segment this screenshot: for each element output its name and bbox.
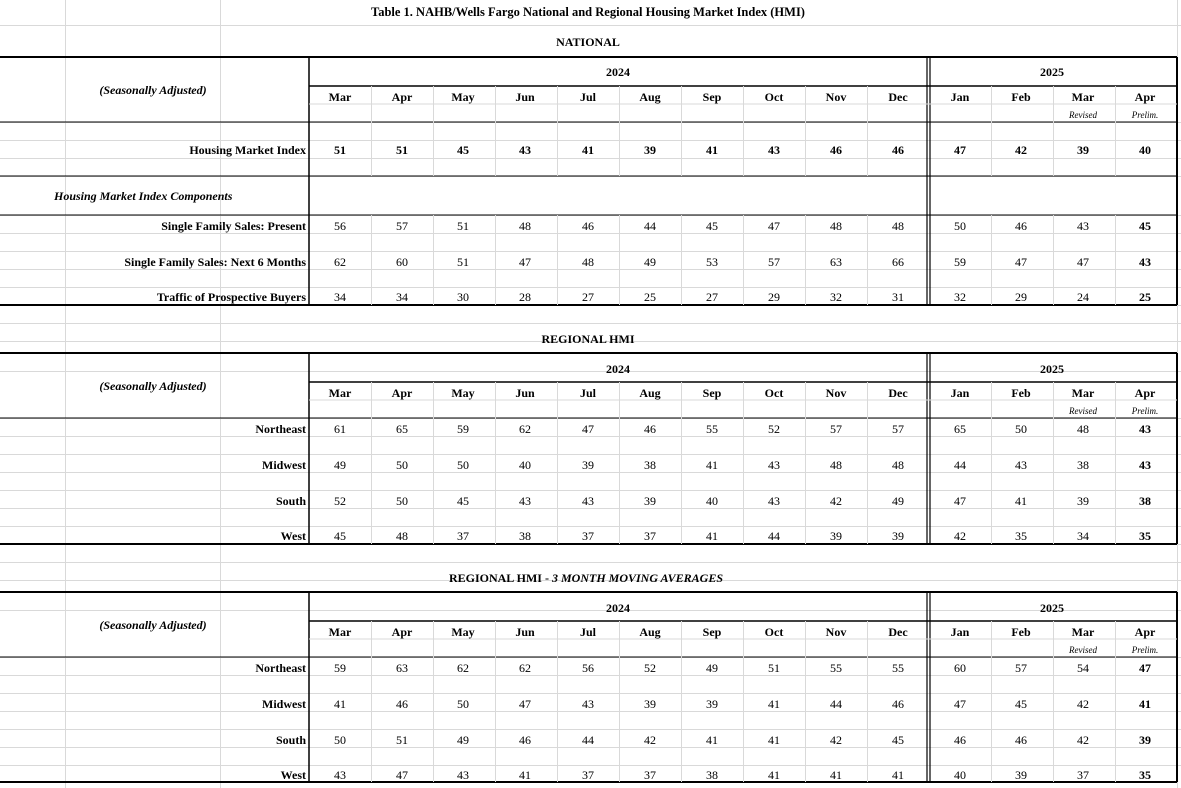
month-header: Apr bbox=[1134, 90, 1156, 104]
table-cell: 46 bbox=[1015, 733, 1027, 747]
table-cell: 46 bbox=[582, 219, 594, 233]
table-cell: 43 bbox=[768, 458, 780, 472]
table-cell: 57 bbox=[1015, 661, 1027, 675]
table-cell: 41 bbox=[768, 733, 780, 747]
table-cell: 31 bbox=[892, 290, 904, 304]
table-cell: 48 bbox=[396, 529, 408, 543]
table-cell: 34 bbox=[396, 290, 408, 304]
table-cell: 44 bbox=[830, 697, 842, 711]
table-cell: 25 bbox=[644, 290, 656, 304]
month-header: Jun bbox=[515, 625, 535, 639]
table-cell: 37 bbox=[1077, 768, 1089, 782]
month-header: Oct bbox=[764, 386, 784, 400]
year-header-2024: 2024 bbox=[606, 601, 630, 615]
table-cell: 62 bbox=[519, 422, 531, 436]
table-cell: 39 bbox=[1077, 143, 1089, 157]
table-cell: 46 bbox=[519, 733, 531, 747]
month-note: Revised bbox=[1069, 406, 1097, 416]
month-header: Dec bbox=[888, 90, 908, 104]
month-header: Aug bbox=[639, 90, 661, 104]
table-cell: 27 bbox=[582, 290, 594, 304]
table-cell: 41 bbox=[830, 768, 842, 782]
month-header: Mar bbox=[1071, 625, 1095, 639]
month-header: Jun bbox=[515, 90, 535, 104]
table-cell: 59 bbox=[457, 422, 469, 436]
table-cell: 47 bbox=[1015, 255, 1027, 269]
table-cell: 51 bbox=[396, 733, 408, 747]
table-cell: 28 bbox=[519, 290, 531, 304]
month-note: Revised bbox=[1069, 645, 1097, 655]
year-header-2025: 2025 bbox=[1040, 601, 1064, 615]
table-cell: 44 bbox=[768, 529, 780, 543]
month-header: Aug bbox=[639, 386, 661, 400]
month-header: Jul bbox=[579, 90, 597, 104]
row-label: Single Family Sales: Next 6 Months bbox=[124, 255, 306, 269]
table-cell: 39 bbox=[1139, 733, 1151, 747]
table-cell: 41 bbox=[1015, 494, 1027, 508]
row-label: Housing Market Index bbox=[189, 143, 306, 157]
table-cell: 39 bbox=[644, 494, 656, 508]
table-cell: 48 bbox=[519, 219, 531, 233]
table-cell: 47 bbox=[1077, 255, 1089, 269]
table-cell: 44 bbox=[954, 458, 966, 472]
table-cell: 39 bbox=[1015, 768, 1027, 782]
table-cell: 44 bbox=[644, 219, 656, 233]
row-label-header: (Seasonally Adjusted) bbox=[99, 618, 207, 632]
table-cell: 41 bbox=[892, 768, 904, 782]
table-cell: 27 bbox=[706, 290, 718, 304]
row-label: Single Family Sales: Present bbox=[161, 219, 306, 233]
table-cell: 46 bbox=[892, 143, 904, 157]
table-cell: 62 bbox=[519, 661, 531, 675]
table-cell: 43 bbox=[519, 494, 531, 508]
table-cell: 37 bbox=[644, 768, 656, 782]
month-note: Prelim. bbox=[1131, 645, 1159, 655]
table-cell: 46 bbox=[644, 422, 656, 436]
row-label: Northeast bbox=[255, 661, 306, 675]
row-label: Traffic of Prospective Buyers bbox=[156, 290, 306, 304]
table-cell: 32 bbox=[954, 290, 966, 304]
table-cell: 60 bbox=[396, 255, 408, 269]
year-header-2024: 2024 bbox=[606, 362, 630, 376]
table-cell: 24 bbox=[1077, 290, 1089, 304]
table-cell: 38 bbox=[1139, 494, 1151, 508]
table-cell: 39 bbox=[644, 697, 656, 711]
table-cell: 63 bbox=[396, 661, 408, 675]
table-cell: 65 bbox=[954, 422, 966, 436]
month-header: Mar bbox=[1071, 90, 1095, 104]
row-label: West bbox=[280, 529, 306, 543]
table-cell: 37 bbox=[582, 529, 594, 543]
table-cell: 61 bbox=[334, 422, 346, 436]
table-cell: 62 bbox=[334, 255, 346, 269]
page-title: Table 1. NAHB/Wells Fargo National and Regional Housing Market Index (HMI) bbox=[371, 5, 805, 19]
month-header: Apr bbox=[391, 386, 413, 400]
month-header: Apr bbox=[391, 625, 413, 639]
month-header: Jan bbox=[950, 625, 970, 639]
month-header: Jan bbox=[950, 386, 970, 400]
table-cell: 43 bbox=[1139, 422, 1151, 436]
table-cell: 62 bbox=[457, 661, 469, 675]
table-cell: 56 bbox=[334, 219, 346, 233]
table-cell: 50 bbox=[334, 733, 346, 747]
table-cell: 42 bbox=[644, 733, 656, 747]
month-header: Dec bbox=[888, 625, 908, 639]
month-header: Jul bbox=[579, 386, 597, 400]
month-header: Oct bbox=[764, 625, 784, 639]
table-cell: 42 bbox=[954, 529, 966, 543]
table-cell: 57 bbox=[396, 219, 408, 233]
table-cell: 41 bbox=[768, 697, 780, 711]
table-cell: 51 bbox=[457, 219, 469, 233]
table-cell: 41 bbox=[706, 529, 718, 543]
month-header: Mar bbox=[1071, 386, 1095, 400]
table-cell: 37 bbox=[457, 529, 469, 543]
table-cell: 41 bbox=[706, 733, 718, 747]
table-cell: 25 bbox=[1139, 290, 1151, 304]
table-cell: 47 bbox=[954, 697, 966, 711]
table-cell: 32 bbox=[830, 290, 842, 304]
table-cell: 46 bbox=[954, 733, 966, 747]
table-cell: 42 bbox=[830, 733, 842, 747]
table-cell: 48 bbox=[830, 219, 842, 233]
table-cell: 50 bbox=[396, 458, 408, 472]
table-cell: 51 bbox=[334, 143, 346, 157]
table-cell: 38 bbox=[644, 458, 656, 472]
table-cell: 45 bbox=[457, 143, 469, 157]
table-cell: 30 bbox=[457, 290, 469, 304]
table-cell: 57 bbox=[830, 422, 842, 436]
table-cell: 42 bbox=[830, 494, 842, 508]
table-cell: 55 bbox=[706, 422, 718, 436]
table-cell: 47 bbox=[582, 422, 594, 436]
table-cell: 45 bbox=[334, 529, 346, 543]
table-cell: 41 bbox=[706, 458, 718, 472]
table-cell: 39 bbox=[1077, 494, 1089, 508]
section-title-prefix: REGIONAL HMI - bbox=[448, 571, 552, 585]
year-header-2025: 2025 bbox=[1040, 65, 1064, 79]
month-note: Prelim. bbox=[1131, 110, 1159, 120]
table-cell: 51 bbox=[768, 661, 780, 675]
table-cell: 38 bbox=[1077, 458, 1089, 472]
table-cell: 60 bbox=[954, 661, 966, 675]
row-label: West bbox=[280, 768, 306, 782]
table-cell: 37 bbox=[644, 529, 656, 543]
table-cell: 55 bbox=[830, 661, 842, 675]
table-cell: 43 bbox=[768, 143, 780, 157]
month-header: Nov bbox=[825, 625, 847, 639]
table-cell: 63 bbox=[830, 255, 842, 269]
table-cell: 48 bbox=[582, 255, 594, 269]
table-cell: 45 bbox=[706, 219, 718, 233]
table-cell: 54 bbox=[1077, 661, 1089, 675]
row-label-header: (Seasonally Adjusted) bbox=[99, 379, 207, 393]
year-header-2025: 2025 bbox=[1040, 362, 1064, 376]
table-cell: 39 bbox=[582, 458, 594, 472]
table-cell: 40 bbox=[954, 768, 966, 782]
row-label: South bbox=[275, 494, 306, 508]
table-cell: 55 bbox=[892, 661, 904, 675]
table-cell: 46 bbox=[830, 143, 842, 157]
month-header: Jan bbox=[950, 90, 970, 104]
table-cell: 49 bbox=[892, 494, 904, 508]
row-label-header: (Seasonally Adjusted) bbox=[99, 83, 207, 97]
table-cell: 51 bbox=[396, 143, 408, 157]
table-cell: 42 bbox=[1015, 143, 1027, 157]
table-cell: 42 bbox=[1077, 697, 1089, 711]
table-cell: 47 bbox=[519, 255, 531, 269]
table-cell: 49 bbox=[644, 255, 656, 269]
month-header: Mar bbox=[328, 386, 352, 400]
table-cell: 52 bbox=[644, 661, 656, 675]
month-header: Aug bbox=[639, 625, 661, 639]
table-cell: 41 bbox=[706, 143, 718, 157]
table-cell: 43 bbox=[582, 697, 594, 711]
table-cell: 57 bbox=[892, 422, 904, 436]
table-cell: 38 bbox=[519, 529, 531, 543]
table-cell: 48 bbox=[892, 458, 904, 472]
table-cell: 46 bbox=[892, 697, 904, 711]
table-cell: 43 bbox=[1015, 458, 1027, 472]
table-cell: 53 bbox=[706, 255, 718, 269]
year-header-2024: 2024 bbox=[606, 65, 630, 79]
table-cell: 43 bbox=[1139, 255, 1151, 269]
month-header: Dec bbox=[888, 386, 908, 400]
table-cell: 43 bbox=[1139, 458, 1151, 472]
table-cell: 41 bbox=[768, 768, 780, 782]
month-note: Revised bbox=[1069, 110, 1097, 120]
table-cell: 46 bbox=[396, 697, 408, 711]
table-cell: 40 bbox=[519, 458, 531, 472]
month-header: Sep bbox=[702, 90, 722, 104]
table-cell: 50 bbox=[954, 219, 966, 233]
row-label: Midwest bbox=[262, 697, 306, 711]
table-cell: 43 bbox=[582, 494, 594, 508]
table-cell: 35 bbox=[1015, 529, 1027, 543]
month-header: Mar bbox=[328, 625, 352, 639]
table-cell: 47 bbox=[1139, 661, 1151, 675]
table-cell: 41 bbox=[334, 697, 346, 711]
table-cell: 45 bbox=[892, 733, 904, 747]
table-cell: 45 bbox=[457, 494, 469, 508]
row-label: South bbox=[275, 733, 306, 747]
table-cell: 40 bbox=[706, 494, 718, 508]
table-cell: 49 bbox=[457, 733, 469, 747]
month-header: Feb bbox=[1011, 90, 1031, 104]
table-cell: 39 bbox=[644, 143, 656, 157]
month-header: Feb bbox=[1011, 625, 1031, 639]
table-cell: 41 bbox=[1139, 697, 1151, 711]
table-cell: 46 bbox=[1015, 219, 1027, 233]
table-cell: 35 bbox=[1139, 529, 1151, 543]
table-cell: 66 bbox=[892, 255, 904, 269]
table-cell: 52 bbox=[334, 494, 346, 508]
table-cell: 48 bbox=[1077, 422, 1089, 436]
table-cell: 47 bbox=[768, 219, 780, 233]
table-cell: 39 bbox=[892, 529, 904, 543]
table-cell: 29 bbox=[1015, 290, 1027, 304]
table-cell: 50 bbox=[396, 494, 408, 508]
table-cell: 49 bbox=[706, 661, 718, 675]
month-note: Prelim. bbox=[1131, 406, 1159, 416]
month-header: Sep bbox=[702, 625, 722, 639]
month-header: Mar bbox=[328, 90, 352, 104]
table-cell: 49 bbox=[334, 458, 346, 472]
month-header: May bbox=[451, 90, 475, 104]
table-cell: 43 bbox=[519, 143, 531, 157]
table-cell: 43 bbox=[768, 494, 780, 508]
month-header: Jul bbox=[579, 625, 597, 639]
table-cell: 47 bbox=[519, 697, 531, 711]
table-cell: 48 bbox=[892, 219, 904, 233]
table-cell: 45 bbox=[1139, 219, 1151, 233]
month-header: Nov bbox=[825, 90, 847, 104]
table-cell: 43 bbox=[1077, 219, 1089, 233]
table-cell: 57 bbox=[768, 255, 780, 269]
table-cell: 47 bbox=[396, 768, 408, 782]
table-cell: 34 bbox=[334, 290, 346, 304]
section-title-moving-averages bbox=[449, 571, 723, 585]
table-cell: 50 bbox=[457, 458, 469, 472]
table-cell: 47 bbox=[954, 143, 966, 157]
row-label: Midwest bbox=[262, 458, 306, 472]
components-heading: Housing Market Index Components bbox=[54, 189, 233, 203]
table-cell: 38 bbox=[706, 768, 718, 782]
table-cell: 34 bbox=[1077, 529, 1089, 543]
table-cell: 56 bbox=[582, 661, 594, 675]
table-cell: 44 bbox=[582, 733, 594, 747]
row-label: Northeast bbox=[255, 422, 306, 436]
table-cell: 35 bbox=[1139, 768, 1151, 782]
table-cell: 52 bbox=[768, 422, 780, 436]
table-cell: 43 bbox=[457, 768, 469, 782]
table-cell: 50 bbox=[1015, 422, 1027, 436]
table-cell: 50 bbox=[457, 697, 469, 711]
section-title-italic: 3 MONTH MOVING AVERAGES bbox=[551, 571, 724, 585]
table-cell: 41 bbox=[582, 143, 594, 157]
month-header: Nov bbox=[825, 386, 847, 400]
table-cell: 39 bbox=[830, 529, 842, 543]
table-cell: 37 bbox=[582, 768, 594, 782]
month-header: Jun bbox=[515, 386, 535, 400]
month-header: Apr bbox=[1134, 625, 1156, 639]
month-header: May bbox=[451, 386, 475, 400]
table-cell: 29 bbox=[768, 290, 780, 304]
table-cell: 59 bbox=[954, 255, 966, 269]
table-cell: 65 bbox=[396, 422, 408, 436]
month-header: Oct bbox=[764, 90, 784, 104]
section-title-regional: REGIONAL HMI bbox=[541, 332, 635, 346]
table-cell: 47 bbox=[954, 494, 966, 508]
table-cell: 45 bbox=[1015, 697, 1027, 711]
month-header: Apr bbox=[391, 90, 413, 104]
table-cell: 41 bbox=[519, 768, 531, 782]
section-title-national: NATIONAL bbox=[556, 35, 620, 49]
table-cell: 51 bbox=[457, 255, 469, 269]
table-cell: 42 bbox=[1077, 733, 1089, 747]
table-cell: 59 bbox=[334, 661, 346, 675]
month-header: Sep bbox=[702, 386, 722, 400]
month-header: Apr bbox=[1134, 386, 1156, 400]
month-header: May bbox=[451, 625, 475, 639]
table-cell: 39 bbox=[706, 697, 718, 711]
table-cell: 48 bbox=[830, 458, 842, 472]
month-header: Feb bbox=[1011, 386, 1031, 400]
table-cell: 40 bbox=[1139, 143, 1151, 157]
table-cell: 43 bbox=[334, 768, 346, 782]
